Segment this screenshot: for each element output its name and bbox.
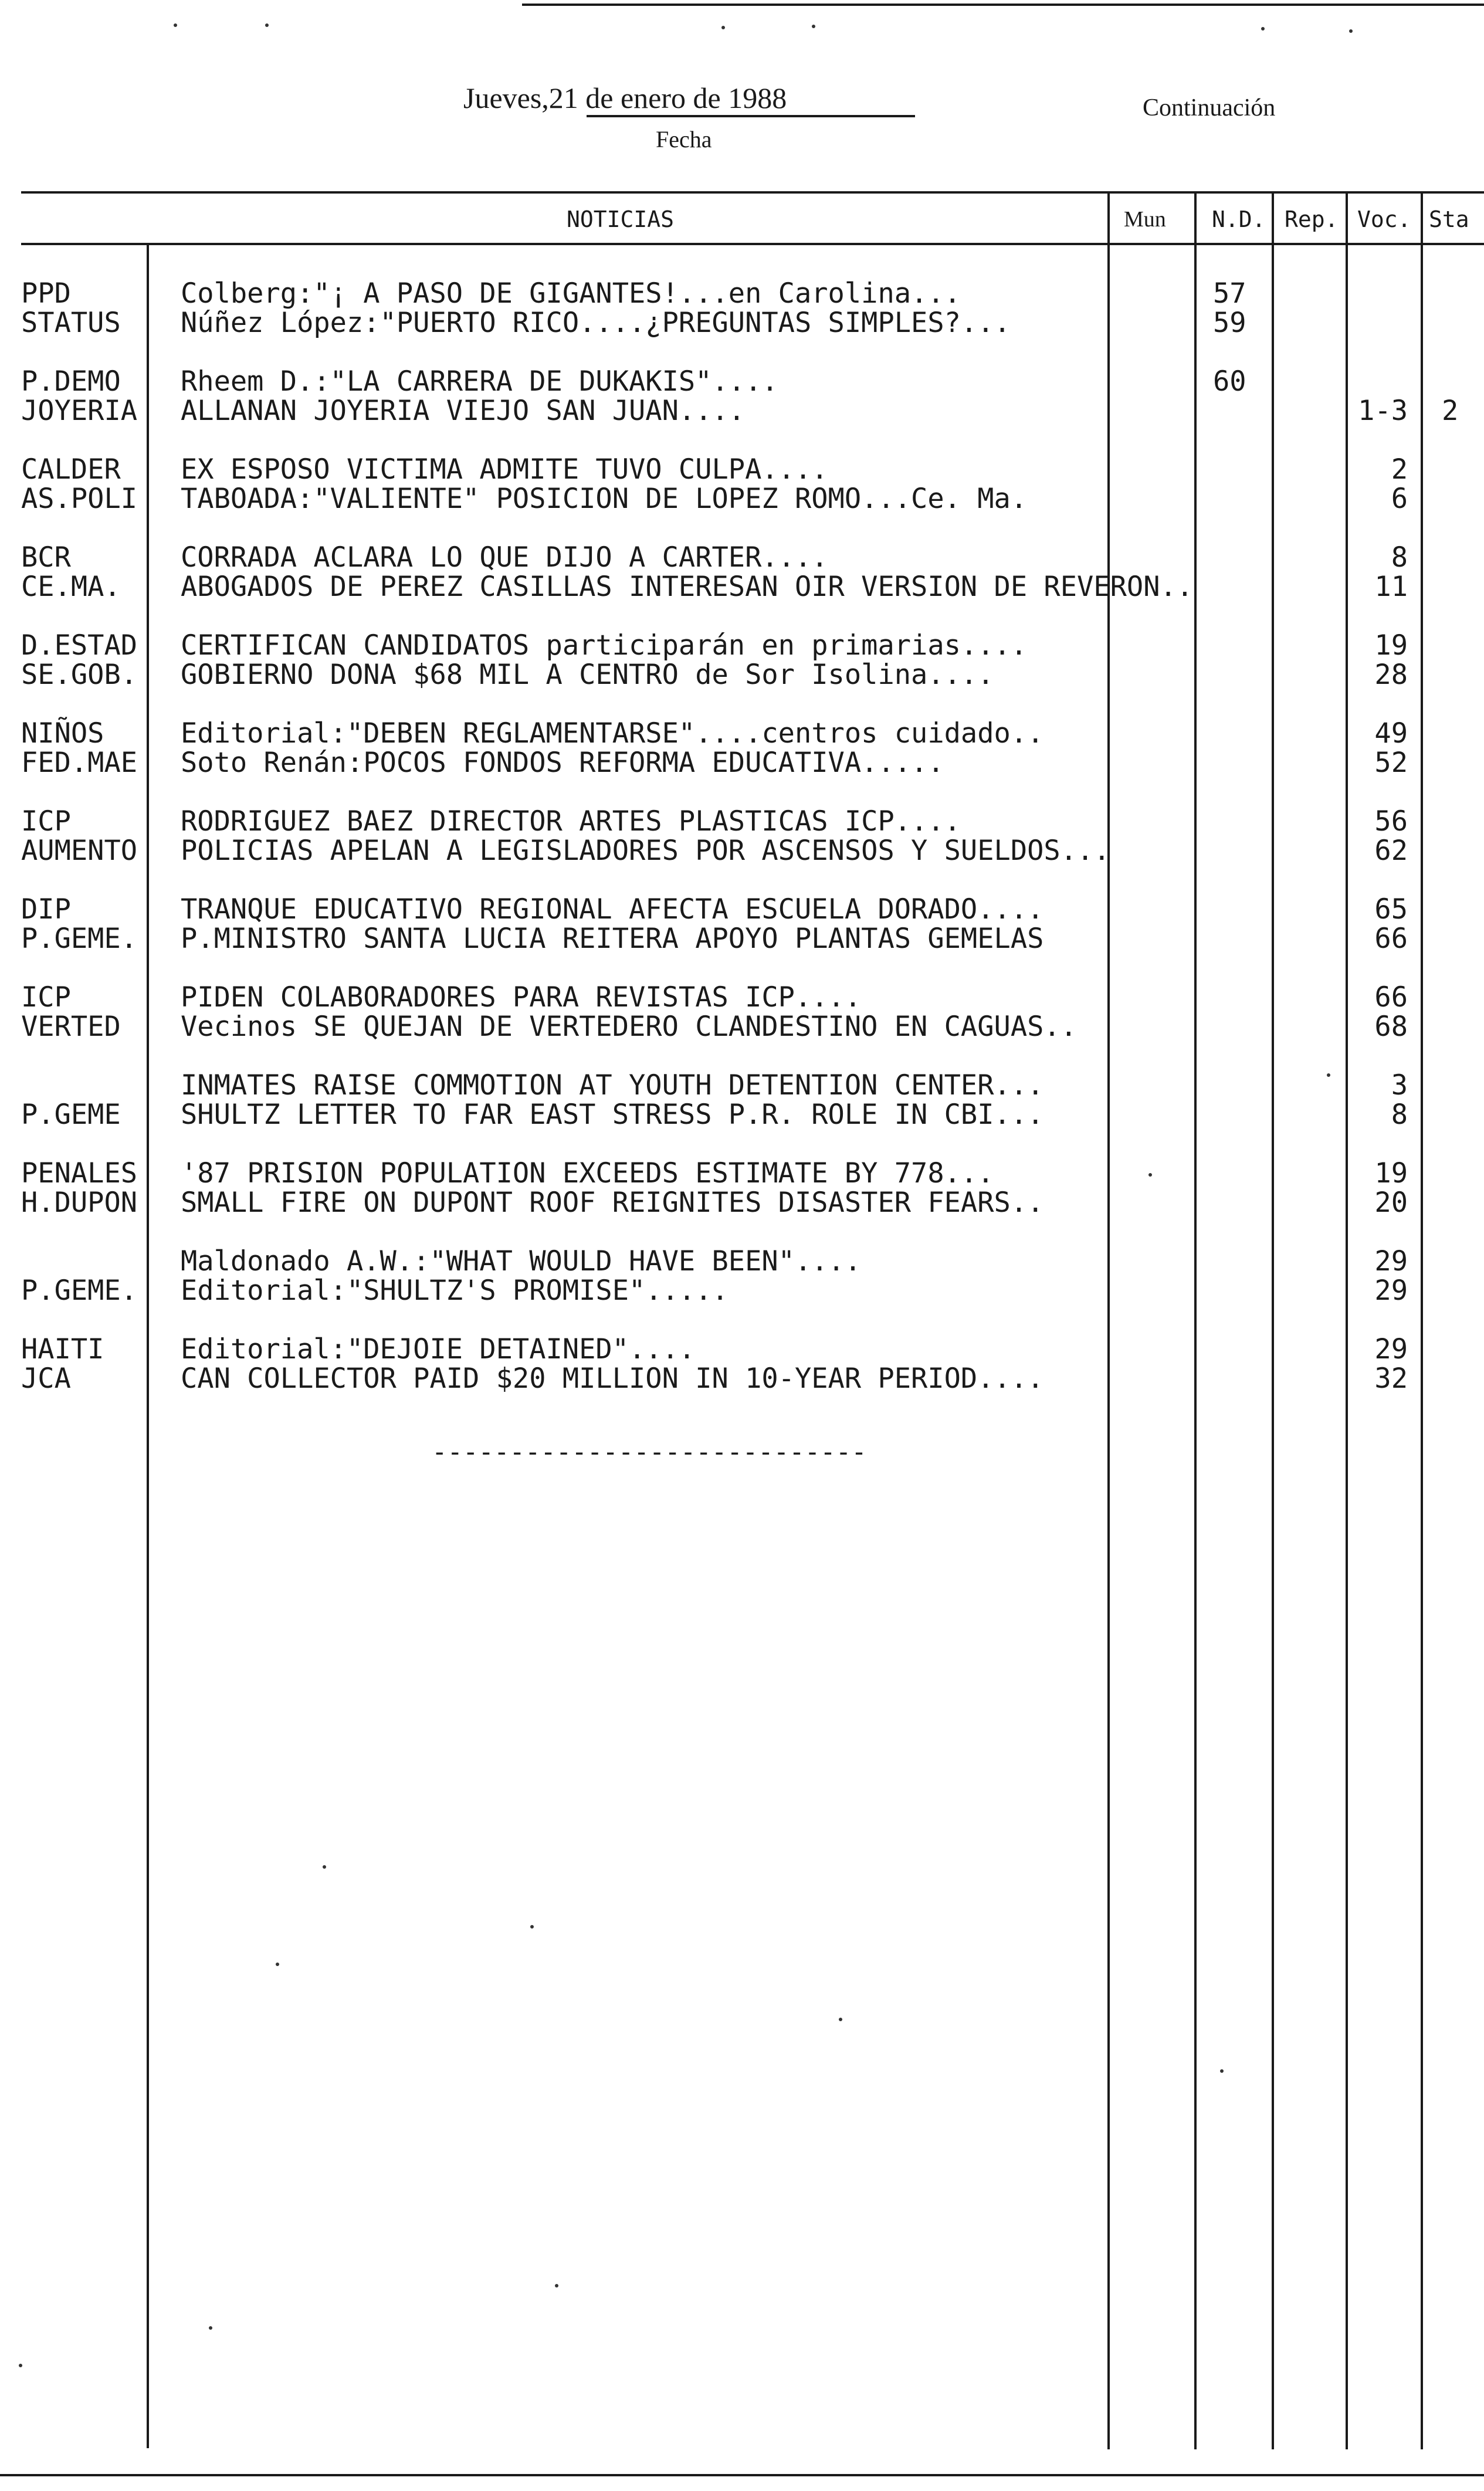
voc-page: 2 — [1391, 453, 1408, 486]
separator-dashes: ---------------------------- — [432, 1437, 867, 1467]
speck — [1327, 1073, 1330, 1077]
headline: Núñez López:"PUERTO RICO....¿PREGUNTAS SIMPLES?... — [181, 307, 1011, 339]
speck — [812, 25, 815, 28]
section-code: CALDER — [21, 453, 121, 486]
nd-page: 60 — [1213, 365, 1246, 398]
headline: Colberg:"¡ A PASO DE GIGANTES!...en Carolina... — [181, 277, 961, 310]
nd-column-divider — [1194, 191, 1197, 2449]
continuation-label: Continuación — [1143, 94, 1276, 121]
header-nd: N.D. — [1212, 206, 1266, 232]
speck — [174, 23, 177, 27]
voc-page: 3 — [1391, 1069, 1408, 1102]
header-mun: Mun — [1124, 207, 1166, 232]
header-rep: Rep. — [1285, 206, 1339, 232]
headline: CAN COLLECTOR PAID $20 MILLION IN 10-YEAR PERIOD.... — [181, 1363, 1044, 1395]
speck — [839, 2018, 842, 2021]
headline: Rheem D.:"LA CARRERA DE DUKAKIS".... — [181, 365, 778, 398]
star-page: 2 — [1442, 395, 1459, 427]
section-code: CE.MA. — [21, 571, 121, 603]
voc-page: 20 — [1374, 1187, 1408, 1219]
date-label: Fecha — [656, 126, 712, 152]
headline: RODRIGUEZ BAEZ DIRECTOR ARTES PLASTICAS ICP.... — [181, 805, 961, 838]
header-bottom-rule — [21, 243, 1484, 245]
mun-column-divider — [1107, 191, 1110, 2449]
section-code: ICP — [21, 981, 71, 1014]
headline: Maldonado A.W.:"WHAT WOULD HAVE BEEN".... — [181, 1245, 862, 1277]
headline: SHULTZ LETTER TO FAR EAST STRESS P.R. ROLE IN CBI... — [181, 1099, 1044, 1131]
header-star: Sta — [1429, 206, 1469, 232]
voc-page: 8 — [1391, 1099, 1408, 1131]
voc-page: 49 — [1374, 717, 1408, 750]
voc-page: 56 — [1374, 805, 1408, 838]
voc-page: 66 — [1374, 923, 1408, 955]
voc-page: 11 — [1374, 571, 1408, 603]
speck — [276, 1963, 279, 1966]
headline: INMATES RAISE COMMOTION AT YOUTH DETENTION CENTER... — [181, 1069, 1044, 1102]
section-code: H.DUPON — [21, 1187, 138, 1219]
date-text: Jueves,21 de enero de 1988 — [463, 82, 787, 114]
voc-page: 32 — [1374, 1363, 1408, 1395]
section-code: BCR — [21, 541, 71, 574]
headline: Editorial:"SHULTZ'S PROMISE"..... — [181, 1275, 729, 1307]
section-code: AS.POLI — [21, 483, 138, 515]
headline: ABOGADOS DE PEREZ CASILLAS INTERESAN OIR VERSION DE REVERON.. — [181, 571, 1194, 603]
section-code: P.GEME. — [21, 1275, 138, 1307]
header-noticias: NOTICIAS — [567, 206, 675, 232]
headline: Soto Renán:POCOS FONDOS REFORMA EDUCATIVA..... — [181, 747, 944, 779]
voc-page: 29 — [1374, 1275, 1408, 1307]
nd-page: 57 — [1213, 277, 1246, 310]
voc-column-divider — [1346, 191, 1348, 2449]
voc-page: 6 — [1391, 483, 1408, 515]
speck — [1148, 1173, 1152, 1177]
speck — [721, 26, 725, 29]
nd-page: 59 — [1213, 307, 1246, 339]
section-code: DIP — [21, 893, 71, 926]
headline: ALLANAN JOYERIA VIEJO SAN JUAN.... — [181, 395, 746, 427]
headline: TABOADA:"VALIENTE" POSICION DE LOPEZ ROMO...Ce. Ma. — [181, 483, 1028, 515]
section-code: ICP — [21, 805, 71, 838]
speck — [1349, 29, 1353, 33]
code-column-divider — [147, 243, 149, 2448]
section-code: STATUS — [21, 307, 121, 339]
headline: CERTIFICAN CANDIDATOS participarán en primarias.... — [181, 629, 1028, 662]
voc-page: 8 — [1391, 541, 1408, 574]
voc-page: 66 — [1374, 981, 1408, 1014]
headline: Editorial:"DEJOIE DETAINED".... — [181, 1333, 696, 1365]
headline: CORRADA ACLARA LO QUE DIJO A CARTER.... — [181, 541, 828, 574]
section-code: P.GEME — [21, 1099, 121, 1131]
section-code: P.DEMO — [21, 365, 121, 398]
section-code: HAITI — [21, 1333, 104, 1365]
headline: Vecinos SE QUEJAN DE VERTEDERO CLANDESTINO EN CAGUAS.. — [181, 1011, 1078, 1043]
headline: '87 PRISION POPULATION EXCEEDS ESTIMATE BY 778... — [181, 1157, 994, 1189]
section-code: FED.MAE — [21, 747, 138, 779]
section-code: JOYERIA — [21, 395, 138, 427]
voc-page: 1-3 — [1358, 395, 1408, 427]
star-column-divider — [1421, 191, 1423, 2449]
section-code: AUMENTO — [21, 835, 138, 867]
headline: SMALL FIRE ON DUPONT ROOF REIGNITES DISASTER FEARS.. — [181, 1187, 1044, 1219]
date-underline — [587, 115, 915, 117]
voc-page: 62 — [1374, 835, 1408, 867]
speck — [209, 2326, 212, 2330]
speck — [19, 2364, 22, 2367]
voc-page: 52 — [1374, 747, 1408, 779]
voc-page: 65 — [1374, 893, 1408, 926]
rep-column-divider — [1272, 191, 1274, 2449]
speck — [1220, 2069, 1224, 2073]
voc-page: 29 — [1374, 1333, 1408, 1365]
headline: TRANQUE EDUCATIVO REGIONAL AFECTA ESCUELA DORADO.... — [181, 893, 1044, 926]
speck — [265, 23, 269, 27]
table-top-rule — [21, 191, 1484, 194]
speck — [530, 1925, 534, 1929]
section-code: NIÑOS — [21, 717, 104, 750]
section-code: D.ESTAD — [21, 629, 138, 662]
headline: P.MINISTRO SANTA LUCIA REITERA APOYO PLANTAS GEMELAS — [181, 923, 1044, 955]
section-code: SE.GOB. — [21, 659, 138, 691]
top-rule — [522, 4, 1484, 6]
section-code: PENALES — [21, 1157, 138, 1189]
headline: Editorial:"DEBEN REGLAMENTARSE"....centros cuidado.. — [181, 717, 1044, 750]
voc-page: 19 — [1374, 1157, 1408, 1189]
voc-page: 28 — [1374, 659, 1408, 691]
headline: POLICIAS APELAN A LEGISLADORES POR ASCENSOS Y SUELDOS... — [181, 835, 1110, 867]
voc-page: 29 — [1374, 1245, 1408, 1277]
headline: GOBIERNO DONA $68 MIL A CENTRO de Sor Isolina.... — [181, 659, 994, 691]
section-code: PPD — [21, 277, 71, 310]
speck — [555, 2284, 558, 2287]
speck — [1261, 27, 1265, 30]
bottom-rule — [0, 2474, 1484, 2476]
section-code: VERTED — [21, 1011, 121, 1043]
headline: EX ESPOSO VICTIMA ADMITE TUVO CULPA.... — [181, 453, 828, 486]
header-voc: Voc. — [1357, 206, 1411, 232]
speck — [323, 1865, 326, 1869]
section-code: JCA — [21, 1363, 71, 1395]
headline: PIDEN COLABORADORES PARA REVISTAS ICP.... — [181, 981, 862, 1014]
voc-page: 19 — [1374, 629, 1408, 662]
section-code: P.GEME. — [21, 923, 138, 955]
voc-page: 68 — [1374, 1011, 1408, 1043]
